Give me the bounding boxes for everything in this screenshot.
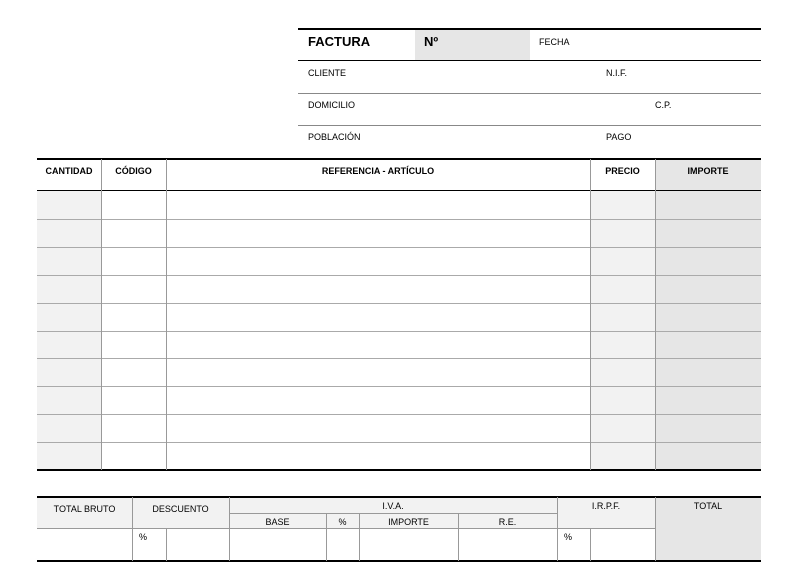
totals-top-rule	[37, 496, 761, 498]
column-divider	[101, 159, 102, 470]
totals-bottom-rule	[37, 560, 761, 562]
row-separator	[37, 442, 761, 443]
discount-percent-symbol: %	[139, 532, 148, 542]
iva-sub-rule	[229, 513, 557, 514]
amount-column-shade	[655, 159, 761, 470]
invoice-number-label: Nº	[424, 34, 439, 49]
total-bruto-label: TOTAL BRUTO	[53, 504, 116, 514]
iva-base-label: BASE	[265, 517, 290, 527]
column-header-amount: IMPORTE	[687, 166, 729, 176]
client-label: CLIENTE	[308, 68, 347, 78]
date-label: FECHA	[539, 37, 570, 47]
discount-label: DESCUENTO	[152, 504, 209, 514]
iva-percent-label: %	[338, 517, 347, 527]
column-divider	[590, 159, 591, 470]
postal-code-label: C.P.	[655, 100, 672, 110]
irpf-label: I.R.P.F.	[591, 501, 621, 511]
items-bottom-rule	[37, 469, 761, 471]
row-separator	[37, 331, 761, 332]
header-rule-1	[298, 60, 761, 61]
iva-label: I.V.A.	[382, 501, 404, 511]
column-header-quantity: CANTIDAD	[45, 166, 93, 176]
items-top-rule	[37, 158, 761, 160]
total-label: TOTAL	[693, 501, 723, 511]
header-top-rule	[298, 28, 761, 30]
column-header-price: PRECIO	[605, 166, 640, 176]
iva-re-label: R.E.	[498, 517, 517, 527]
row-separator	[37, 247, 761, 248]
column-divider	[166, 159, 167, 470]
invoice-title: FACTURA	[308, 34, 371, 49]
column-header-reference: REFERENCIA - ARTÍCULO	[321, 166, 435, 176]
town-label: POBLACIÓN	[308, 132, 361, 142]
address-label: DOMICILIO	[308, 100, 356, 110]
row-separator	[37, 414, 761, 415]
totals-divider	[166, 529, 167, 561]
column-divider	[655, 159, 656, 470]
totals-header-rule	[37, 528, 655, 529]
totals-divider	[590, 529, 591, 561]
header-rule-3	[298, 125, 761, 126]
row-separator	[37, 275, 761, 276]
column-header-code: CÓDIGO	[115, 166, 152, 176]
items-header-rule	[37, 190, 761, 191]
row-separator	[37, 303, 761, 304]
nif-label: N.I.F.	[606, 68, 628, 78]
payment-label: PAGO	[606, 132, 632, 142]
header-rule-2	[298, 93, 761, 94]
row-separator	[37, 386, 761, 387]
iva-amount-label: IMPORTE	[388, 517, 429, 527]
row-separator	[37, 358, 761, 359]
irpf-percent-symbol: %	[564, 532, 573, 542]
row-separator	[37, 219, 761, 220]
